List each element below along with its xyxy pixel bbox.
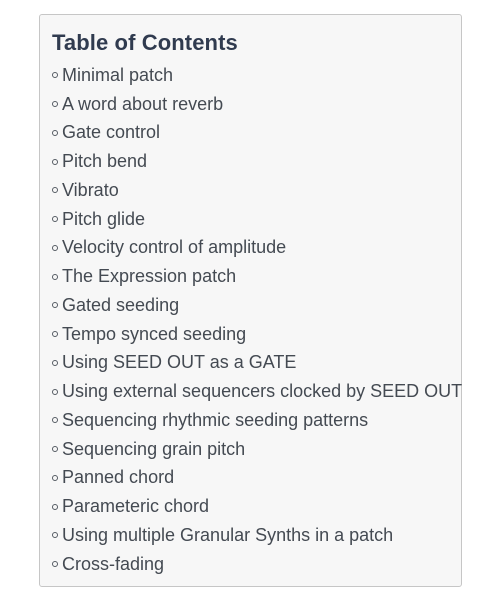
bullet-icon [52, 331, 58, 337]
toc-link-vibrato[interactable]: Vibrato [62, 179, 119, 200]
bullet-icon [52, 504, 58, 510]
toc-item [52, 234, 461, 263]
toc-link-reverb[interactable]: A word about reverb [62, 93, 224, 114]
bullet-icon [52, 446, 58, 452]
bullet-icon [52, 389, 58, 395]
toc-link-gated-seeding[interactable]: Gated seeding [62, 294, 180, 315]
bullet-icon [52, 532, 58, 538]
toc-link-expression-patch[interactable]: The Expression patch [62, 266, 237, 287]
toc-item [52, 464, 461, 493]
bullet-icon [52, 72, 58, 78]
toc-item [52, 435, 461, 464]
toc-link-multiple-granular-synths[interactable]: Using multiple Granular Synths in a patch [62, 524, 394, 545]
toc-item [52, 291, 461, 320]
toc-title: Table of Contents [52, 30, 238, 55]
toc-link-gate-control[interactable]: Gate control [62, 122, 161, 143]
toc-item [52, 61, 461, 90]
toc-item [52, 176, 461, 205]
bullet-icon [52, 561, 58, 567]
toc-item [52, 320, 461, 349]
toc-link-rhythmic-seeding[interactable]: Sequencing rhythmic seeding patterns [62, 409, 369, 430]
toc-link-tempo-synced-seeding[interactable]: Tempo synced seeding [62, 323, 247, 344]
toc-item [52, 377, 461, 406]
bullet-icon [52, 302, 58, 308]
toc-link-velocity-control[interactable]: Velocity control of amplitude [62, 237, 287, 258]
toc-item [52, 262, 461, 291]
toc-link-grain-pitch[interactable]: Sequencing grain pitch [62, 438, 246, 459]
toc-item [52, 90, 461, 119]
bullet-icon [52, 216, 58, 222]
toc-link-seed-out-gate[interactable]: Using SEED OUT as a GATE [62, 352, 297, 373]
toc-item [52, 205, 461, 234]
bullet-icon [52, 274, 58, 280]
bullet-icon [52, 101, 58, 107]
toc-link-panned-chord[interactable]: Panned chord [62, 467, 175, 488]
toc-link-minimal-patch[interactable]: Minimal patch [62, 64, 174, 85]
toc-item [52, 349, 461, 378]
bullet-icon [52, 360, 58, 366]
toc-list [52, 61, 461, 579]
bullet-icon [52, 159, 58, 165]
toc-item [52, 147, 461, 176]
toc-item [52, 550, 461, 579]
toc-link-cross-fading[interactable]: Cross-fading [62, 553, 165, 574]
bullet-icon [52, 245, 58, 251]
toc-item [52, 492, 461, 521]
toc-link-pitch-glide[interactable]: Pitch glide [62, 208, 146, 229]
bullet-icon [52, 475, 58, 481]
toc-link-parameteric-chord[interactable]: Parameteric chord [62, 496, 210, 517]
bullet-icon [52, 130, 58, 136]
bullet-icon [52, 417, 58, 423]
table-of-contents [39, 14, 462, 587]
toc-item [52, 521, 461, 550]
bullet-icon [52, 187, 58, 193]
toc-link-external-sequencers[interactable]: Using external sequencers clocked by SEED OUT [62, 381, 463, 402]
toc-link-pitch-bend[interactable]: Pitch bend [62, 151, 148, 172]
toc-item [52, 119, 461, 148]
toc-item [52, 406, 461, 435]
